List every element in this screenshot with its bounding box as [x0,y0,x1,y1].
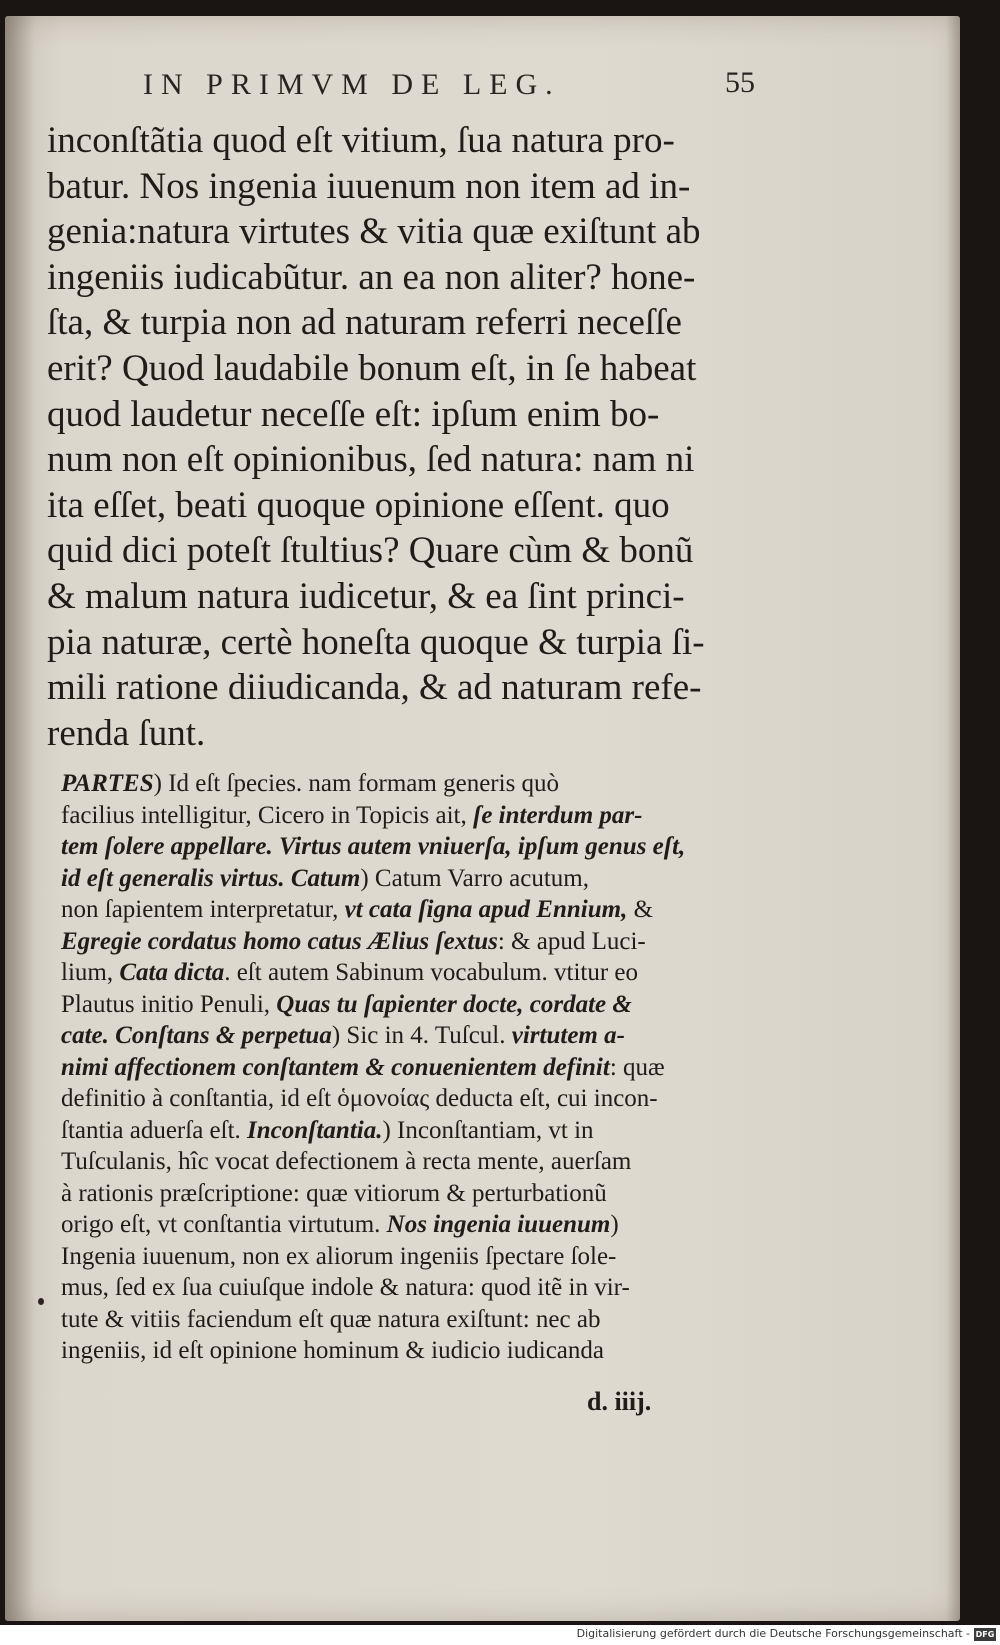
commentary-text: ) Sic in 4. Tuſcul. [331,1022,512,1049]
commentary-text: lium, [61,959,120,986]
commentary-line [61,831,801,863]
footer-bar [0,1625,1000,1645]
commentary-line [61,1241,801,1273]
commentary-text: facilius intelligitur, Cicero in Topicis ait, [61,801,473,829]
commentary-line [61,1083,801,1115]
italic-lemma-text: Catum [290,864,361,892]
commentary-line [61,1272,801,1304]
italic-lemma-text: Cata dicta [119,959,225,986]
italic-lemma-text: tem ſolere appellare. Virtus autem vniuerſa, ipſum genus eſt, [61,833,686,860]
commentary-line [61,957,801,989]
main-text-line: ita eſſet, beati quoque opinione eſſent. quo [47,484,670,526]
commentary-line [61,1020,801,1052]
commentary-text: Ingenia iuuenum, non ex aliorum ingeniis ſpectare ſole- [61,1242,617,1270]
italic-lemma-text: nimi affectionem conſtantem & conuenientem definit [61,1053,610,1081]
main-text-line: num non eſt opinionibus, ſed natura: nam ni [47,439,695,481]
main-text-line: quod laudetur neceſſe eſt: ipſum enim bo- [47,393,660,435]
main-text-line: ſta, & turpia non ad naturam referri neceſſe [47,302,682,344]
signature-mark: d. iiij. [587,1387,652,1416]
commentary-text: mus, ſed ex ſua cuiuſque indole & natura: quod itẽ in vir- [61,1274,630,1301]
commentary-text: Tuſculanis, hîc vocat defectionem à recta mente, auerſam [61,1148,632,1175]
commentary-line [61,1146,801,1178]
italic-lemma-text: PARTES [61,770,154,797]
commentary-line [61,1052,801,1084]
commentary-text: origo eſt, vt conſtantia virtutum. [61,1211,387,1238]
commentary-line [61,989,801,1021]
italic-lemma-text: vt cata ſigna apud Ennium, [344,896,628,923]
commentary-line [61,1209,801,1241]
main-text-line: renda ſunt. [47,712,206,754]
commentary-line [61,1178,801,1210]
italic-lemma-text: Quas tu ſapienter docte, cordate & [276,990,632,1018]
main-text-line: mili ratione diiudicanda, & ad naturam refe- [47,667,702,709]
dfg-logo: DFG [975,1630,995,1639]
commentary-line [61,768,801,800]
spine-shadow [5,16,35,1621]
italic-lemma-text: Inconſtantia. [247,1116,383,1144]
commentary-text: ingeniis, id eſt opinione hominum & iudicio iudicanda [61,1337,604,1364]
commentary-text: Plautus initio Penuli, [61,990,277,1018]
main-text-line: pia naturæ, certè honeſta quoque & turpia ſi- [47,621,705,663]
italic-lemma-text: ſe interdum par- [473,801,643,829]
commentary-text: : quæ [609,1053,665,1081]
commentary-text: ) Inconſtantiam, vt in [382,1116,594,1144]
commentary-text: ) [610,1211,619,1238]
italic-lemma-text: Nos ingenia iuuenum [386,1211,611,1238]
commentary-line [61,863,801,895]
commentary-line [61,1335,801,1367]
italic-lemma-text: Egregie cordatus homo catus Ælius ſextus [61,927,498,955]
book-page [5,16,960,1621]
commentary-line [61,1115,801,1147]
commentary-text: definitio à conſtantia, id eſt ὁμονοίας deducta eſt, cui incon- [61,1085,658,1112]
main-text-line: ingeniis iudicabũtur. an ea non aliter? hone- [47,256,696,298]
page-number: 55 [725,66,755,99]
running-head: IN PRIMVM DE LEG. [143,68,561,101]
commentary-line [61,926,801,958]
commentary-text: non ſapientem interpretatur, [61,896,345,923]
main-text-line: batur. Nos ingenia iuuenum non item ad in- [47,165,691,207]
italic-lemma-text: cate. [61,1022,109,1049]
commentary-text: . eſt autem Sabinum vocabulum. vtitur eo [224,959,639,986]
italic-lemma-text: virtutem a- [511,1022,625,1049]
main-text-line: quid dici poteſt ſtultius? Quare cùm & bonũ [47,530,694,572]
main-text-line: genia:natura virtutes & vitia quæ exiſtunt ab [47,211,701,253]
commentary-text: ) Catum Varro acutum, [360,864,589,892]
italic-lemma-text: id eſt generalis virtus. [61,864,285,892]
main-text-line: erit? Quod laudabile bonum eſt, in ſe habeat [47,347,697,389]
main-text-line: & malum natura iudicetur, & ea ſint princi- [47,575,685,617]
commentary-text: & [627,896,654,923]
commentary-text: : & apud Luci- [497,927,646,955]
margin-dot-mark [38,1298,44,1305]
commentary-line [61,1304,801,1336]
commentary-text: ſtantia aduerſa eſt. [61,1116,248,1144]
commentary-line [61,894,801,926]
commentary-block [61,768,801,1367]
italic-lemma-text: Conſtans & perpetua [115,1022,332,1049]
funding-credit: Digitalisierung gefördert durch die Deutsche Forschungsgemeinschaft - [576,1627,970,1640]
main-text-block [47,118,777,756]
commentary-line [61,800,801,832]
commentary-text: à rationis præſcriptione: quæ vitiorum & perturbationũ [61,1179,607,1207]
commentary-text: ) Id eſt ſpecies. nam formam generis quò [153,770,560,797]
commentary-text: tute & vitiis faciendum eſt quæ natura exiſtunt: nec ab [61,1305,601,1333]
main-text-line: inconſtãtia quod eſt vitium, ſua natura pro- [47,120,675,161]
